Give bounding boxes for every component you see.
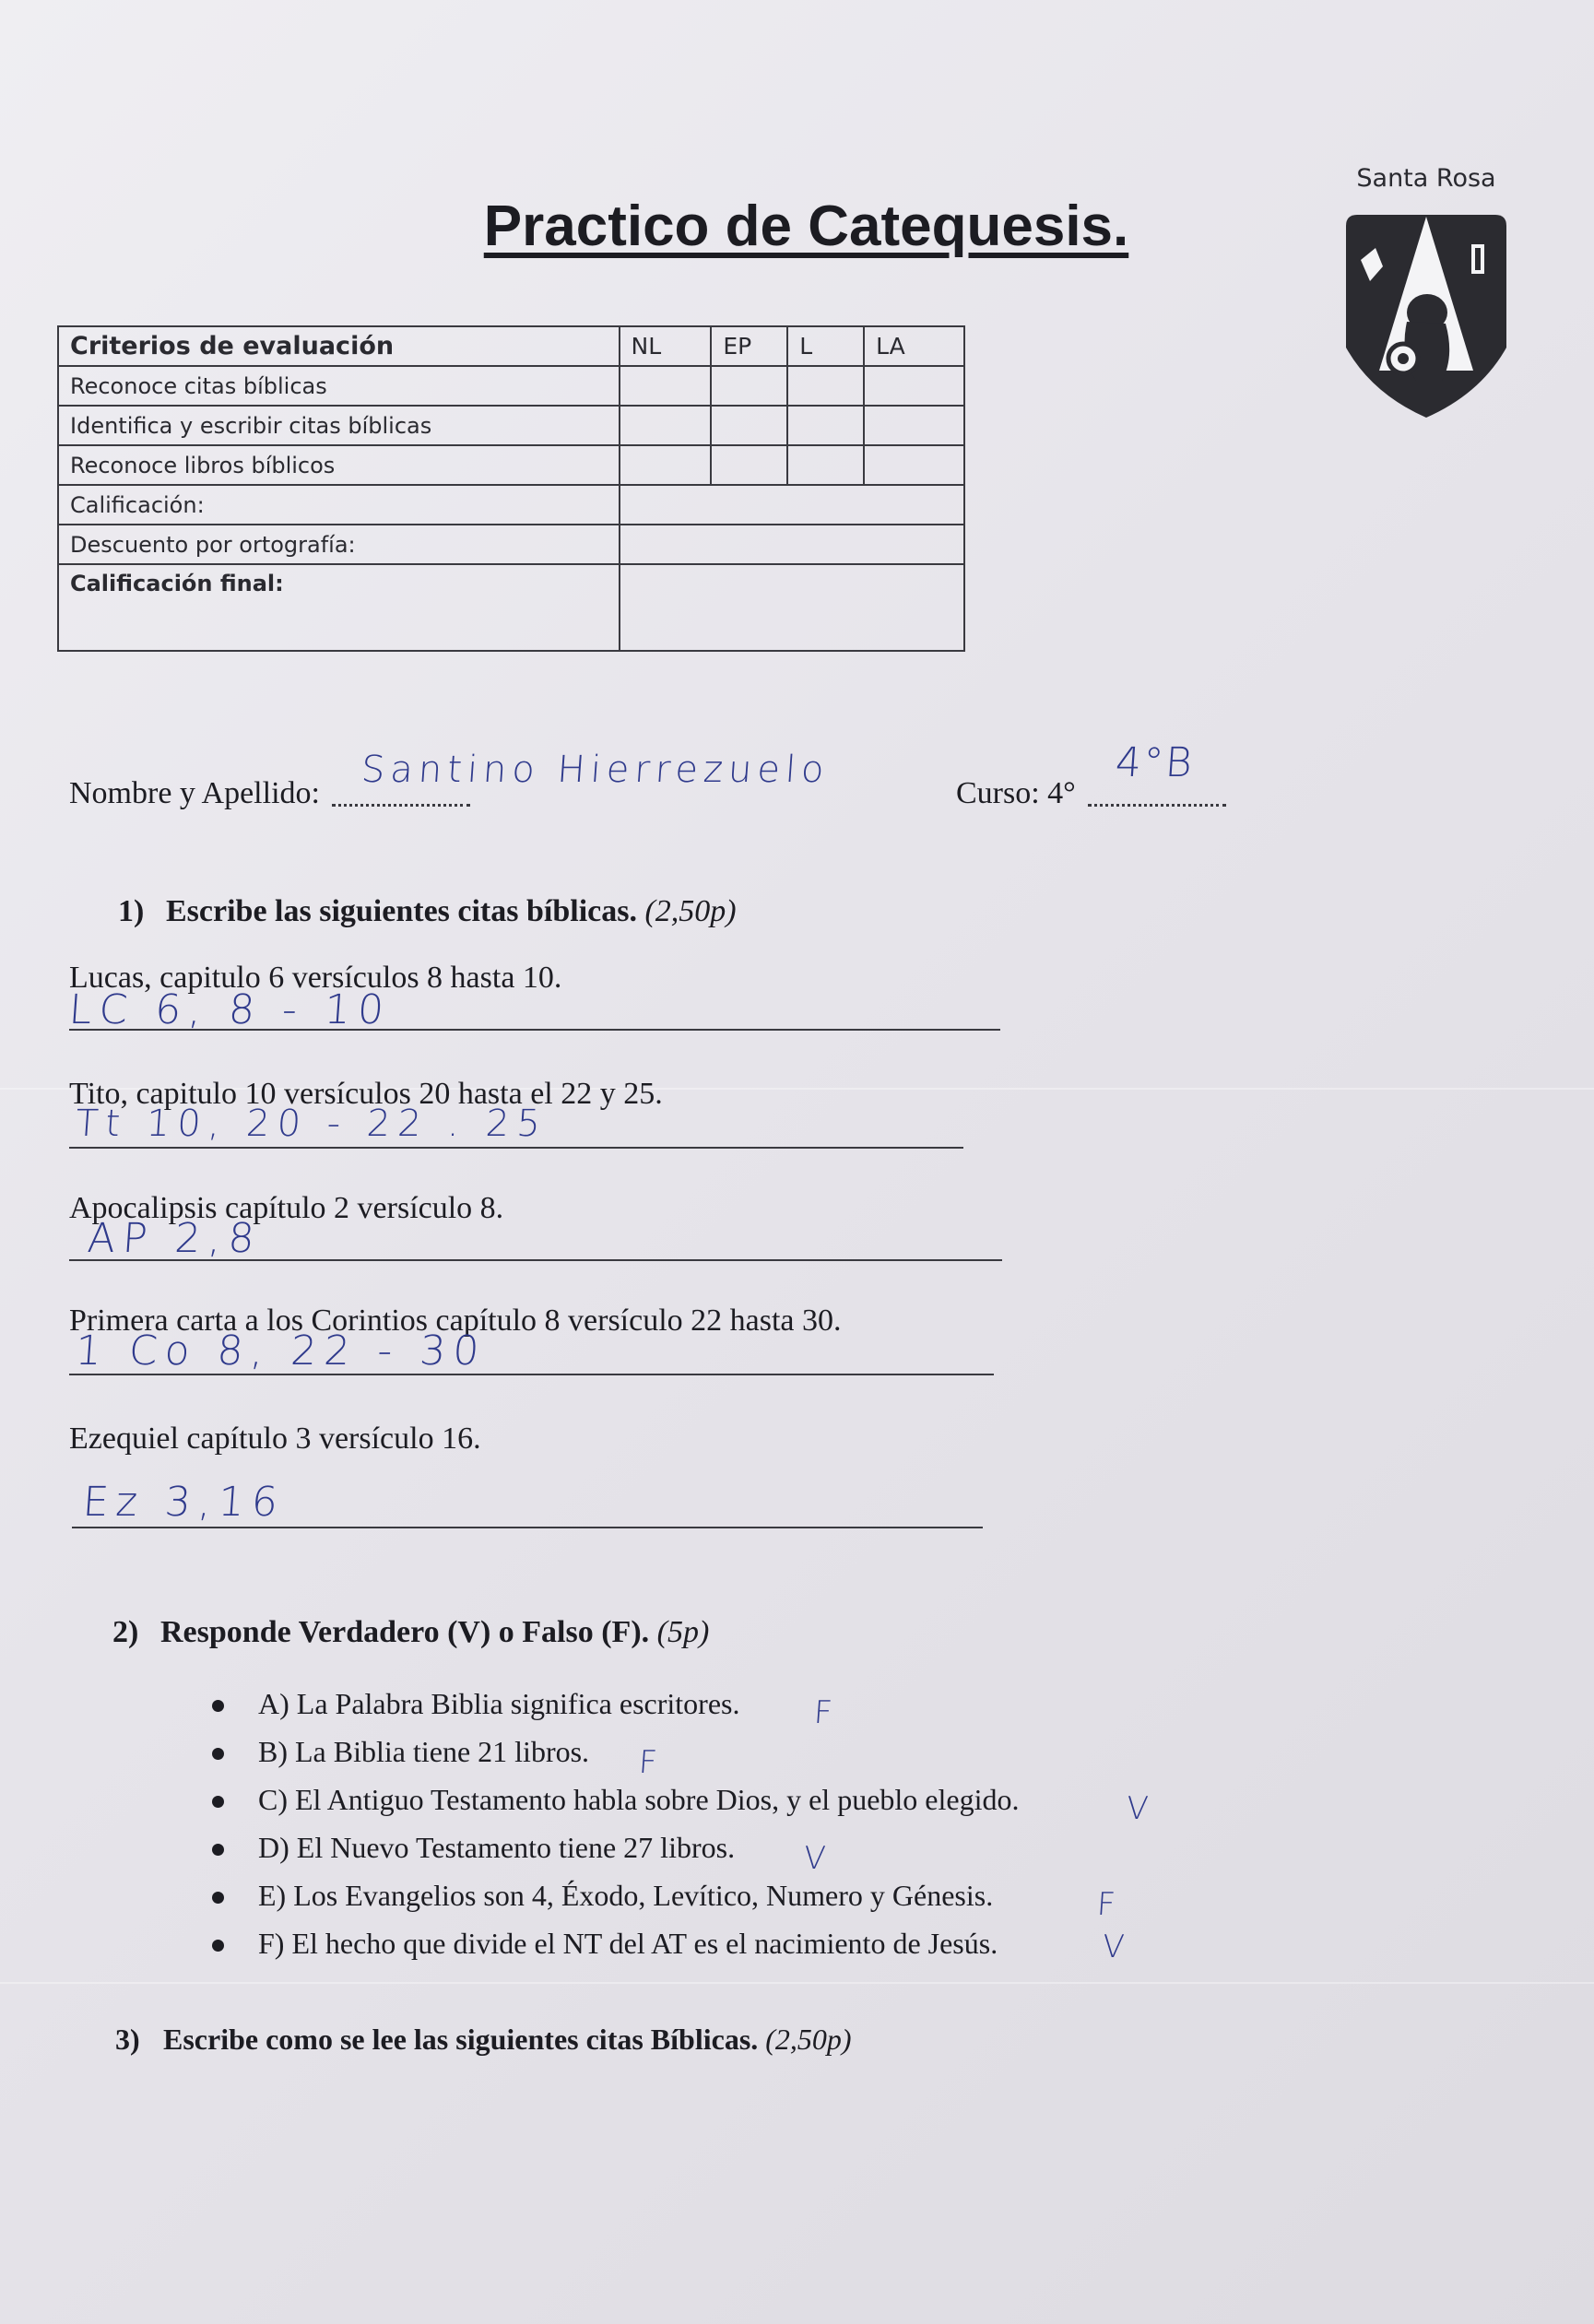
page-title: Practico de Catequesis. [483,195,1129,258]
column-ep: EP [711,326,787,366]
section1-points: (2,50p) [644,894,737,928]
descuento-value [620,525,964,564]
true-false-answer: F [812,1694,833,1731]
true-false-answer: V [802,1840,827,1877]
descuento-label: Descuento por ortografía: [58,525,620,564]
criterion-row [58,445,964,485]
section3-title: Escribe como se lee las siguientes citas Bíblicas. [163,2023,759,2056]
section1-number: 1) [118,894,145,928]
citation-answer: AP 2,8 [86,1215,264,1262]
true-false-answer: F [637,1744,658,1781]
citation-answer: LC 6, 8 - 10 [67,986,393,1033]
bullet-icon [212,1748,224,1760]
grade-cell [711,366,787,406]
final-row [58,564,964,651]
evaluation-header-row [58,326,964,366]
citation-prompt: Tito, capitulo 10 versículos 20 hasta el 22 y 25. [69,1077,663,1111]
citation-answer: Ez 3,16 [81,1479,287,1526]
section2-points: (5p) [656,1615,710,1649]
column-nl: NL [620,326,712,366]
criterion-label: Identifica y escribir citas bíblicas [58,406,620,445]
bullet-icon [212,1796,224,1808]
citation-prompt: Apocalipsis capítulo 2 versículo 8. [69,1191,504,1225]
grade-cell [787,445,864,485]
final-label: Calificación final: [58,564,620,651]
bullet-icon [212,1892,224,1904]
grade-cell [787,366,864,406]
criterion-row [58,406,964,445]
grade-cell [620,406,712,445]
section3-number: 3) [115,2023,140,2056]
true-false-answer: F [1095,1886,1116,1923]
name-label: Nombre y Apellido: [69,776,320,810]
grade-cell [711,445,787,485]
criterion-row [58,366,964,406]
name-dotted-line [332,804,470,807]
section1-heading [118,894,737,929]
name-handwritten: Santino Hierrezuelo [360,749,832,791]
grade-cell [711,406,787,445]
school-name: Santa Rosa [1356,164,1496,193]
bullet-icon [212,1940,224,1952]
grade-cell [787,406,864,445]
column-l: L [787,326,864,366]
bullet-icon [212,1844,224,1856]
citation-answer: 1 Co 8, 22 - 30 [74,1327,489,1374]
column-la: LA [864,326,964,366]
grade-cell [620,445,712,485]
citation-prompt: Lucas, capitulo 6 versículos 8 hasta 10. [69,961,562,995]
statement-text: A) La Palabra Biblia significa escritores. [258,1687,740,1720]
section3-heading [115,2023,852,2057]
grade-cell [864,406,964,445]
course-label: Curso: 4° [956,776,1076,810]
calificacion-value [620,485,964,525]
answer-line [69,1147,963,1149]
section1-title: Escribe las siguientes citas bíblicas. [166,894,637,928]
criterion-label: Reconoce libros bíblicos [58,445,620,485]
grade-cell [864,366,964,406]
calificacion-label: Calificación: [58,485,620,525]
section2-number: 2) [112,1615,139,1649]
calificacion-row [58,485,964,525]
section2-heading [112,1615,709,1650]
answer-line [72,1527,983,1528]
statement-text: B) La Biblia tiene 21 libros. [258,1735,590,1768]
citation-answer: Tt 10, 20 - 22 . 25 [74,1103,549,1145]
citation-prompt: Ezequiel capítulo 3 versículo 16. [69,1422,481,1456]
course-dotted-line [1088,804,1226,807]
grade-cell [620,366,712,406]
evaluation-table [57,325,965,652]
true-false-answer: V [1101,1929,1126,1965]
criterion-label: Reconoce citas bíblicas [58,366,620,406]
statement-text: C) El Antiguo Testamento habla sobre Dios, y el pueblo elegido. [258,1783,1020,1816]
bullet-icon [212,1700,224,1712]
final-value [620,564,964,651]
descuento-row [58,525,964,564]
citation-prompt: Primera carta a los Corintios capítulo 8 versículo 22 hasta 30. [69,1304,842,1338]
section3-points: (2,50p) [765,2023,852,2056]
true-false-answer: V [1125,1790,1150,1827]
statement-text: D) El Nuevo Testamento tiene 27 libros. [258,1831,736,1864]
statement-text: F) El hecho que divide el NT del AT es el nacimiento de Jesús. [258,1927,998,1960]
statement-text: E) Los Evangelios son 4, Éxodo, Levítico, Numero y Génesis. [258,1879,994,1912]
criteria-header: Criterios de evaluación [58,326,620,366]
paper-fold [0,1982,1594,1984]
course-handwritten: 4°B [1114,739,1196,786]
section2-title: Responde Verdadero (V) o Falso (F). [160,1615,650,1649]
grade-cell [864,445,964,485]
